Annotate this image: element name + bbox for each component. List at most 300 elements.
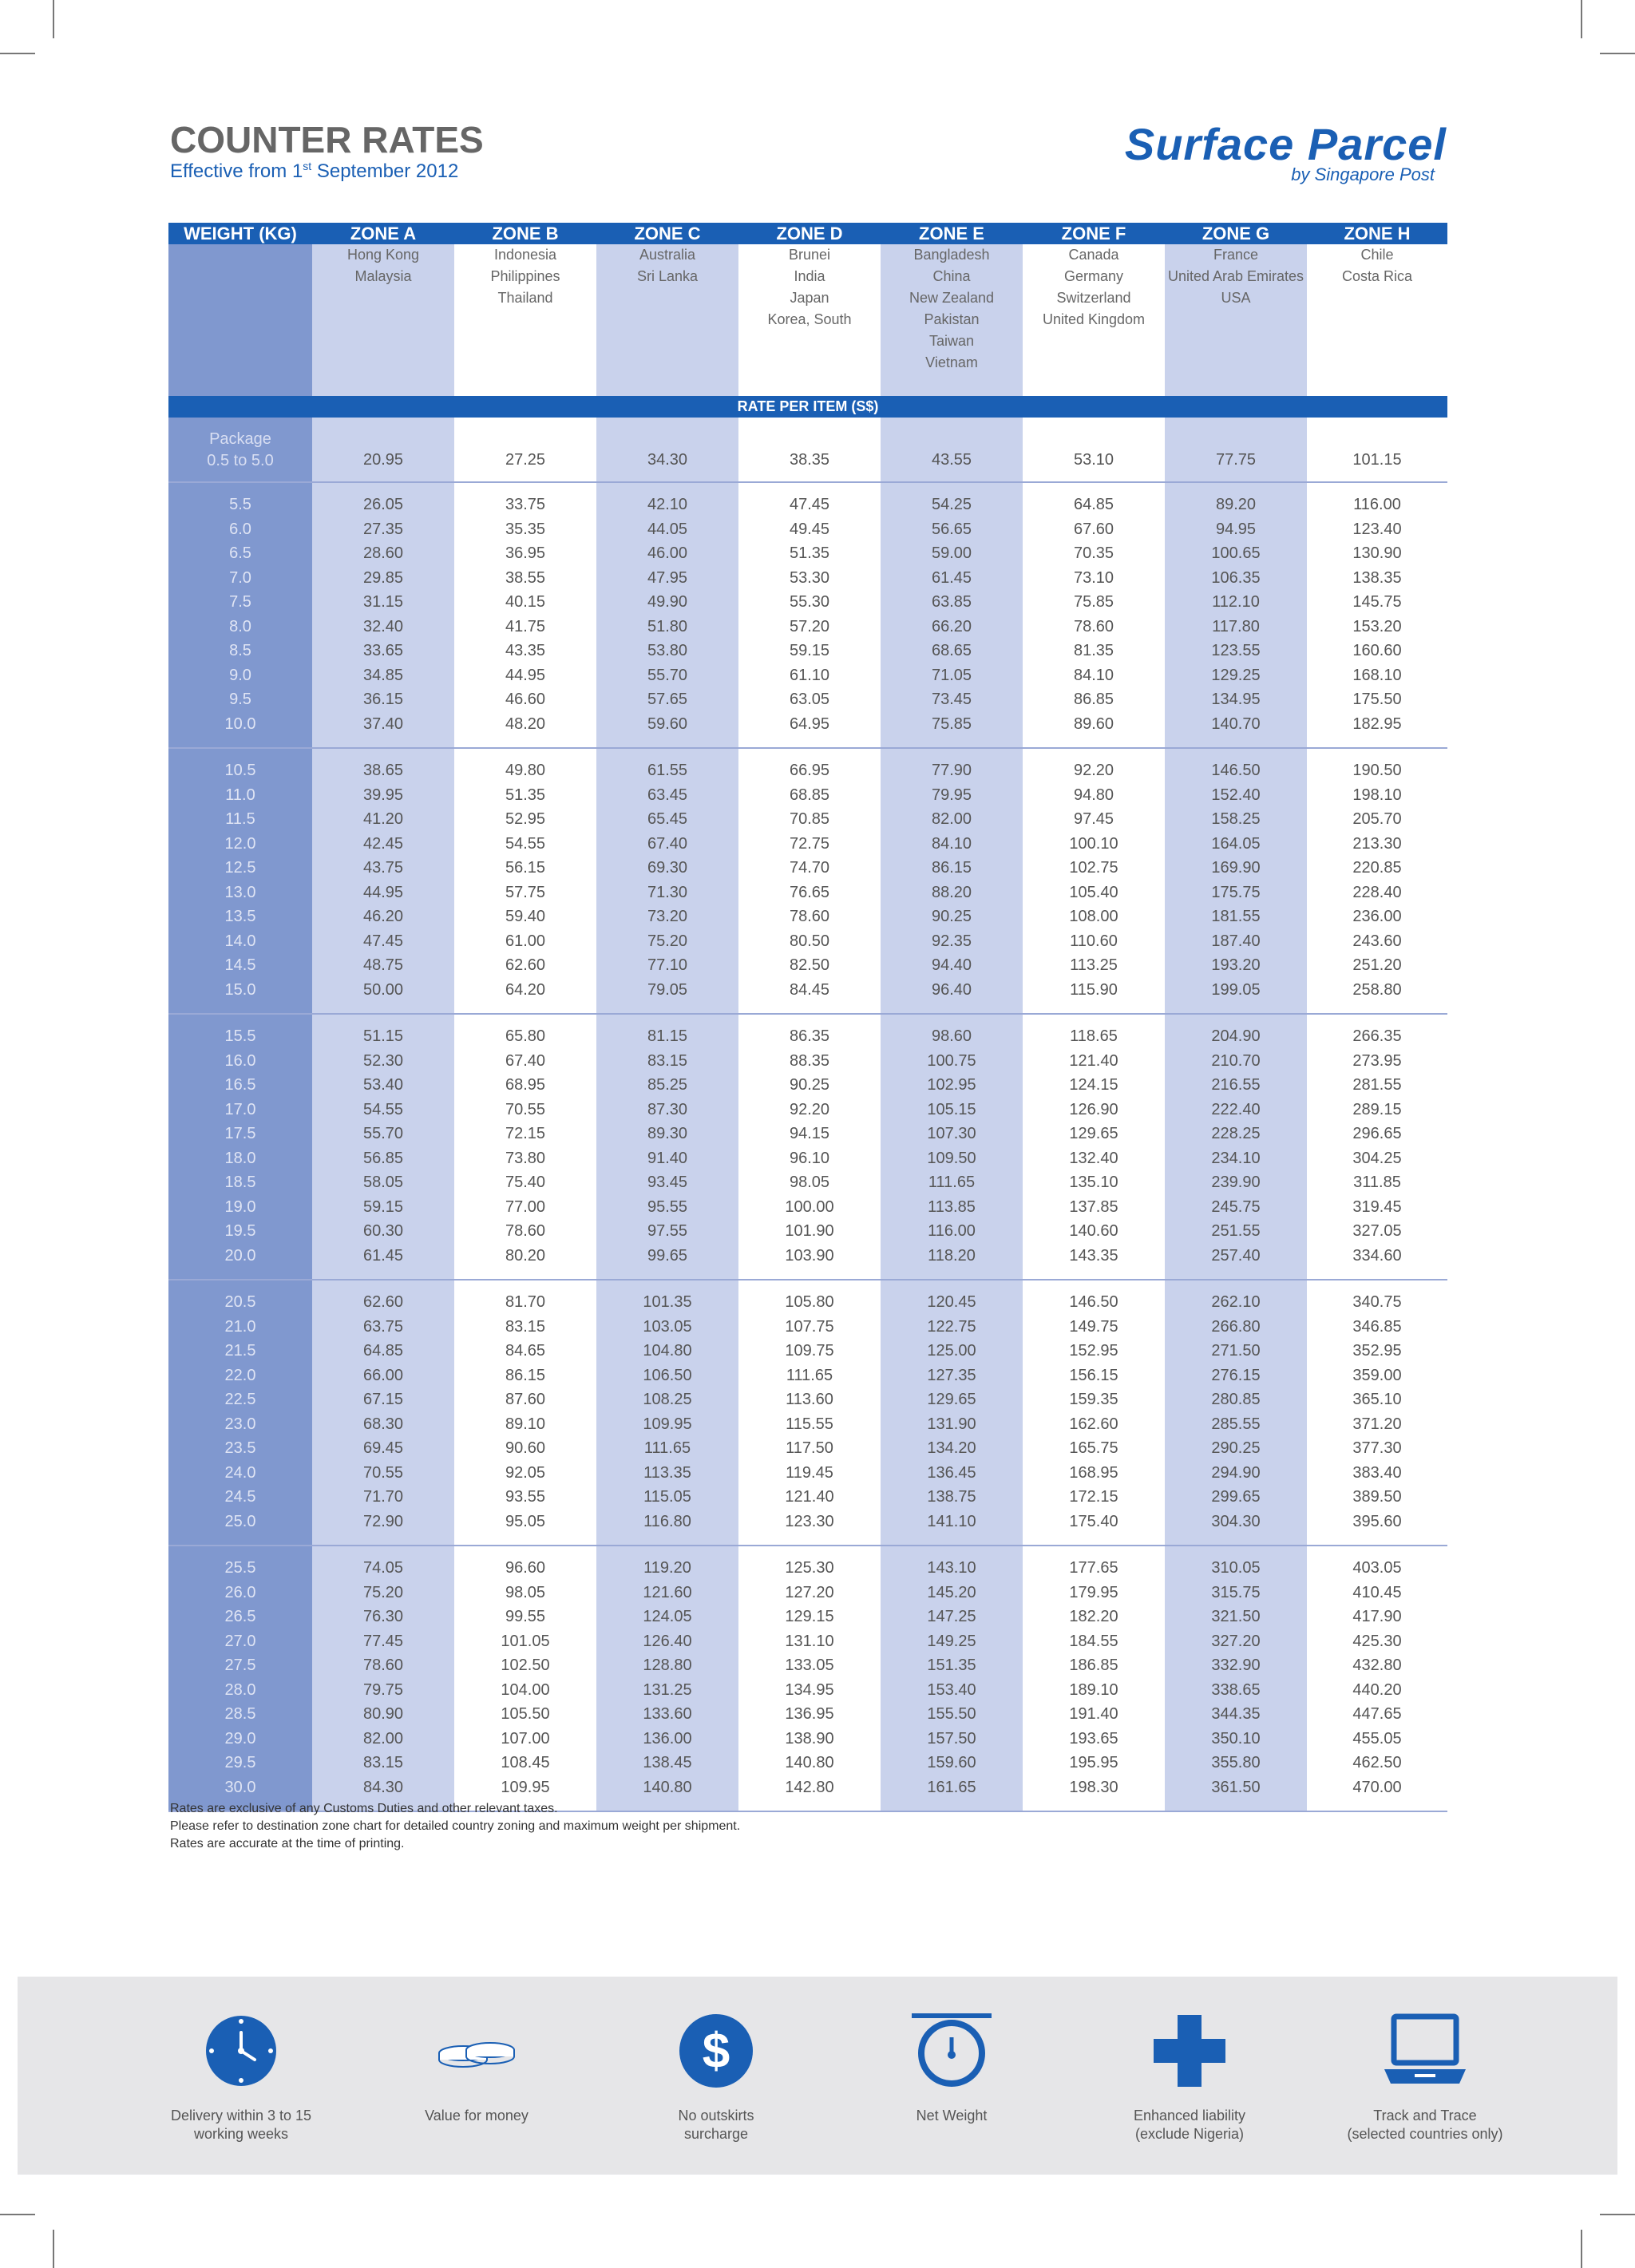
weight-column	[168, 1015, 312, 1279]
rate-value: 67.15	[362, 1391, 404, 1408]
rate-value: 182.95	[1352, 714, 1402, 733]
rate-value: 58.05	[362, 1174, 404, 1191]
weight-value: 13.5	[224, 908, 256, 925]
weight-value: 26.5	[224, 1608, 256, 1625]
rate-value: 97.45	[1073, 810, 1114, 828]
rate-value: 51.80	[647, 617, 688, 635]
rate-value: 361.50	[1211, 1778, 1261, 1796]
rate-value: 425.30	[1352, 1632, 1402, 1650]
rate-value: 76.65	[789, 883, 830, 901]
rate-value: 94.15	[789, 1125, 830, 1142]
rate-value: 70.55	[505, 1100, 546, 1118]
country-name: Thailand	[497, 290, 553, 306]
rate-value: 119.20	[643, 1559, 691, 1577]
rate-value: 57.65	[647, 691, 688, 708]
rate-value: 294.90	[1211, 1463, 1261, 1482]
package-row	[168, 418, 1447, 481]
rate-value: 46.60	[505, 691, 546, 708]
weight-value: 6.5	[229, 544, 251, 562]
rate-value: 66.20	[931, 617, 972, 635]
weight-value: 7.5	[229, 593, 251, 611]
zone-rate-column	[596, 1546, 738, 1811]
weight-block	[168, 747, 1447, 1013]
rate-value: 68.95	[505, 1076, 546, 1094]
rate-value: 54.25	[931, 496, 972, 513]
rate-value: 84.10	[1073, 666, 1114, 684]
rate-value: 74.05	[362, 1559, 404, 1577]
rate-value: 52.95	[505, 810, 546, 828]
rate-value: 59.15	[362, 1197, 404, 1216]
weight-value: 13.0	[224, 883, 256, 901]
rate-value: 160.60	[1352, 642, 1402, 659]
rate-value: 92.20	[1073, 762, 1114, 779]
rate-value: 131.10	[785, 1632, 834, 1650]
zone-header: ZONE B	[492, 224, 559, 243]
rate-value: 108.00	[1069, 908, 1118, 925]
rate-value: 145.20	[927, 1583, 976, 1601]
rate-value: 34.85	[362, 666, 404, 684]
weight-value: 17.0	[224, 1100, 256, 1118]
rate-value: 146.50	[1069, 1293, 1118, 1311]
package-rate-cell	[312, 418, 454, 481]
weight-value: 29.5	[224, 1754, 256, 1771]
rate-value: 191.40	[1069, 1705, 1118, 1723]
rate-value: 189.10	[1069, 1680, 1118, 1699]
rate-value: 149.75	[1069, 1317, 1118, 1336]
weight-value: 18.5	[224, 1174, 256, 1191]
package-rate-cell	[596, 418, 738, 481]
rate-value: 56.15	[505, 859, 546, 877]
rate-value: 234.10	[1211, 1149, 1261, 1167]
weight-value: 30.0	[224, 1778, 256, 1796]
rate-value: 140.60	[1069, 1222, 1118, 1240]
rate-value: 80.50	[789, 932, 830, 950]
zone-header: ZONE A	[350, 224, 417, 243]
rate-value: 75.40	[505, 1174, 546, 1191]
package-rate-cell	[454, 418, 596, 481]
rate-value: 73.10	[1073, 568, 1114, 587]
rate-value: 50.00	[362, 980, 404, 999]
rate-value: 61.10	[789, 666, 830, 684]
rate-value: 151.35	[927, 1656, 976, 1674]
zone-header: ZONE G	[1202, 224, 1270, 243]
rate-value: 73.80	[505, 1149, 546, 1167]
zone-countries-row	[168, 244, 1447, 396]
rate-value: 101.35	[643, 1293, 692, 1311]
rate-value: 70.85	[789, 810, 830, 828]
rate-value: 89.10	[505, 1415, 546, 1433]
rates-table	[168, 223, 1447, 1812]
rate-value: 27.25	[505, 451, 546, 469]
rate-value: 84.10	[931, 834, 972, 853]
feature-label: working weeks	[193, 2126, 289, 2142]
weight-value: 14.5	[224, 956, 256, 974]
rate-value: 100.65	[1211, 544, 1261, 562]
rate-value: 140.70	[1211, 714, 1261, 733]
rate-value: 126.90	[1069, 1100, 1118, 1118]
rate-value: 36.95	[505, 544, 546, 562]
rate-value: 70.55	[362, 1463, 404, 1482]
rate-value: 141.10	[927, 1512, 976, 1530]
rate-value: 100.75	[927, 1051, 976, 1070]
country-name: United Arab Emirates	[1167, 268, 1304, 284]
weight-column	[168, 1280, 312, 1545]
rate-value: 296.65	[1352, 1125, 1402, 1142]
zone-rate-column	[738, 1280, 881, 1545]
rate-value: 106.35	[1211, 568, 1261, 587]
rate-value: 179.95	[1069, 1583, 1118, 1601]
rate-value: 83.15	[362, 1754, 404, 1771]
rate-value: 59.40	[505, 908, 546, 925]
rate-value: 76.30	[362, 1608, 404, 1625]
crop-mark	[1600, 2214, 1635, 2215]
rate-value: 72.75	[789, 834, 830, 853]
weight-value: 24.0	[224, 1463, 256, 1482]
rate-value: 129.25	[1211, 666, 1261, 684]
rate-value: 138.75	[927, 1488, 976, 1506]
rate-value: 79.75	[362, 1680, 404, 1699]
page-subtitle: Effective from 1st September 2012	[170, 160, 459, 182]
rate-value: 61.45	[931, 568, 972, 587]
rate-value: 71.05	[931, 666, 972, 684]
rate-value: 204.90	[1211, 1027, 1261, 1045]
rate-value: 90.60	[505, 1439, 546, 1457]
rate-value: 109.75	[785, 1342, 834, 1360]
rate-value: 332.90	[1211, 1656, 1261, 1674]
rate-value: 289.15	[1352, 1100, 1402, 1118]
rate-value: 258.80	[1352, 980, 1402, 999]
rate-value: 344.35	[1211, 1705, 1261, 1723]
rate-value: 65.80	[505, 1027, 546, 1045]
rate-value: 77.45	[362, 1632, 404, 1650]
rate-value: 89.60	[1073, 714, 1114, 733]
rate-value: 122.75	[927, 1317, 976, 1336]
rate-value: 53.30	[789, 568, 830, 587]
rate-value: 51.15	[362, 1027, 404, 1045]
rate-value: 108.25	[643, 1391, 692, 1408]
rate-value: 78.60	[505, 1222, 546, 1240]
rate-value: 81.35	[1073, 642, 1114, 659]
rate-value: 116.80	[643, 1512, 691, 1530]
rate-value: 117.50	[786, 1439, 833, 1457]
rate-value: 26.05	[362, 496, 404, 513]
rate-value: 125.00	[927, 1342, 976, 1360]
rate-value: 138.35	[1352, 568, 1402, 587]
dollar-icon	[672, 2007, 760, 2095]
rate-value: 86.35	[789, 1027, 830, 1045]
rate-value: 245.75	[1211, 1197, 1261, 1216]
rate-value: 20.95	[362, 451, 404, 469]
rate-value: 57.20	[789, 617, 830, 635]
rate-value: 251.20	[1352, 956, 1402, 974]
rate-value: 67.40	[647, 834, 688, 853]
rate-value: 365.10	[1352, 1391, 1402, 1408]
country-name: Australia	[639, 247, 696, 263]
rate-value: 61.45	[362, 1246, 404, 1265]
rate-value: 113.60	[786, 1391, 833, 1408]
rate-value: 67.40	[505, 1051, 546, 1070]
rate-value: 340.75	[1352, 1293, 1402, 1311]
weight-value: 10.5	[224, 762, 256, 779]
country-name: Hong Kong	[346, 247, 420, 263]
rate-value: 78.60	[362, 1656, 404, 1674]
weight-col-spacer	[168, 244, 312, 396]
rate-value: 100.00	[785, 1197, 834, 1216]
rate-value: 105.80	[785, 1293, 834, 1311]
rate-value: 187.40	[1211, 932, 1261, 950]
rate-value: 47.45	[789, 496, 830, 513]
rate-value: 42.10	[647, 496, 688, 513]
zone-rate-column	[1165, 1546, 1307, 1811]
zone-rate-column	[738, 1015, 881, 1279]
weight-value: 27.5	[224, 1656, 256, 1674]
rate-value: 71.30	[647, 883, 688, 901]
zone-rate-column	[1307, 1280, 1447, 1545]
clock-icon	[197, 2007, 285, 2095]
rate-value: 60.30	[362, 1222, 404, 1240]
rate-value: 67.60	[1073, 520, 1114, 538]
weight-value: 28.5	[224, 1705, 256, 1723]
plus-icon	[1146, 2007, 1233, 2095]
country-name: Switzerland	[1056, 290, 1131, 306]
zone-rate-column	[738, 749, 881, 1013]
weight-value: 20.0	[224, 1246, 256, 1265]
rate-value: 126.40	[643, 1632, 692, 1650]
rate-value: 87.60	[505, 1391, 546, 1408]
crop-mark	[1581, 0, 1582, 38]
rate-per-item-bar: RATE PER ITEM (S$)	[168, 396, 1447, 418]
rate-value: 84.65	[505, 1342, 546, 1360]
rate-value: 136.00	[643, 1729, 692, 1748]
rate-value: 432.80	[1352, 1656, 1402, 1674]
country-name: China	[932, 268, 971, 284]
rate-value: 123.55	[1211, 642, 1261, 659]
rate-value: 147.25	[927, 1608, 976, 1625]
rate-value: 125.30	[785, 1559, 834, 1577]
weight-value: 29.0	[224, 1729, 256, 1748]
weight-header: WEIGHT (KG)	[184, 224, 297, 243]
rate-value: 79.95	[931, 786, 972, 804]
rate-value: 131.25	[643, 1680, 692, 1699]
zone-countries	[1165, 244, 1307, 396]
weight-value: 27.0	[224, 1632, 256, 1650]
zone-rate-column	[596, 1280, 738, 1545]
rate-value: 75.85	[1073, 593, 1114, 611]
rate-value: 107.30	[927, 1125, 976, 1142]
rate-value: 136.95	[785, 1705, 834, 1723]
feature-label: Track and Trace	[1373, 2108, 1477, 2124]
weight-value: 6.0	[229, 520, 251, 538]
rate-value: 86.15	[931, 859, 972, 877]
rate-value: 115.55	[786, 1415, 833, 1433]
rate-value: 34.30	[647, 451, 688, 469]
rate-value: 310.05	[1211, 1559, 1261, 1577]
rate-value: 28.60	[362, 544, 404, 562]
rate-value: 104.80	[643, 1342, 692, 1360]
zone-rate-column	[738, 483, 881, 747]
zone-rate-column	[881, 483, 1023, 747]
rate-value: 29.85	[362, 568, 404, 587]
zone-rate-column	[881, 749, 1023, 1013]
note-line: Rates are exclusive of any Customs Duties and other relevant taxes.	[170, 1802, 558, 1815]
rate-value: 41.20	[362, 810, 404, 828]
rate-value: 168.10	[1352, 666, 1402, 684]
rate-value: 410.45	[1352, 1583, 1402, 1601]
country-name: France	[1213, 247, 1259, 263]
rate-value: 64.85	[1073, 496, 1114, 513]
rate-value: 159.35	[1069, 1391, 1118, 1408]
rate-value: 44.95	[362, 883, 404, 901]
rate-value: 59.00	[931, 544, 972, 562]
rate-value: 121.40	[785, 1488, 834, 1506]
zone-header: ZONE F	[1061, 224, 1126, 243]
rate-value: 37.40	[362, 714, 404, 733]
weight-value: 16.0	[224, 1051, 256, 1070]
rate-value: 100.10	[1069, 834, 1118, 853]
rate-value: 447.65	[1352, 1705, 1402, 1723]
feature-label: (exclude Nigeria)	[1134, 2126, 1245, 2142]
weight-value: 23.0	[224, 1415, 256, 1433]
zone-rate-column	[454, 749, 596, 1013]
rate-value: 69.30	[647, 859, 688, 877]
rate-value: 281.55	[1352, 1076, 1402, 1094]
rate-value: 80.90	[362, 1705, 404, 1723]
rate-value: 271.50	[1211, 1342, 1261, 1360]
rate-value: 54.55	[362, 1100, 404, 1118]
rate-value: 90.25	[931, 908, 972, 925]
rate-value: 113.85	[928, 1197, 976, 1216]
rate-value: 113.35	[643, 1463, 691, 1482]
rate-value: 53.40	[362, 1076, 404, 1094]
rate-value: 92.20	[789, 1100, 830, 1118]
rate-value: 98.60	[931, 1027, 972, 1045]
rate-value: 86.15	[505, 1366, 546, 1384]
rate-value: 220.85	[1352, 859, 1402, 877]
rate-value: 123.40	[1352, 520, 1402, 538]
rate-value: 86.85	[1073, 691, 1114, 708]
rate-value: 35.35	[505, 520, 546, 538]
country-name: Korea, South	[767, 311, 852, 327]
rate-value: 61.00	[505, 932, 546, 950]
rate-value: 124.15	[1069, 1076, 1118, 1094]
rate-value: 36.15	[362, 691, 404, 708]
rate-value: 236.00	[1352, 908, 1402, 925]
country-name: USA	[1221, 290, 1251, 306]
rate-value: 327.20	[1211, 1632, 1261, 1650]
rate-value: 73.20	[647, 908, 688, 925]
rate-value: 158.25	[1211, 810, 1261, 828]
rate-value: 129.65	[1069, 1125, 1118, 1142]
zone-rate-column	[1165, 1280, 1307, 1545]
rate-value: 304.25	[1352, 1149, 1402, 1167]
rate-value: 46.00	[647, 544, 688, 562]
rate-value: 65.45	[647, 810, 688, 828]
rate-value: 51.35	[789, 544, 830, 562]
rate-value: 193.65	[1069, 1729, 1118, 1748]
weight-column	[168, 483, 312, 747]
zone-countries	[1023, 244, 1165, 396]
feature-label: Enhanced liability	[1133, 2108, 1246, 2124]
rate-value: 152.40	[1211, 786, 1261, 804]
zone-rate-column	[596, 749, 738, 1013]
rate-value: 195.95	[1069, 1754, 1118, 1771]
rate-value: 72.15	[505, 1125, 546, 1142]
rate-value: 138.45	[643, 1754, 692, 1771]
rate-value: 98.05	[789, 1174, 830, 1191]
rate-value: 462.50	[1352, 1754, 1402, 1771]
rate-value: 82.00	[362, 1729, 404, 1748]
rate-value: 193.20	[1211, 956, 1261, 974]
zone-header: ZONE E	[919, 224, 984, 243]
rate-value: 199.05	[1211, 980, 1261, 999]
rate-value: 377.30	[1352, 1439, 1402, 1457]
rate-value: 143.35	[1069, 1246, 1118, 1265]
rate-value: 56.65	[931, 520, 972, 538]
country-name: Germany	[1063, 268, 1124, 284]
rate-value: 97.55	[647, 1222, 688, 1240]
country-name: Pakistan	[924, 311, 980, 327]
rate-value: 91.40	[647, 1149, 688, 1167]
rate-value: 98.05	[505, 1583, 546, 1601]
brand-tagline: by Singapore Post	[1291, 164, 1435, 184]
rate-value: 72.90	[362, 1512, 404, 1530]
feature-label: Value for money	[425, 2108, 529, 2124]
rate-value: 38.55	[505, 568, 546, 587]
rate-value: 175.40	[1069, 1512, 1118, 1530]
zone-countries	[738, 244, 881, 396]
rate-value: 266.35	[1352, 1027, 1402, 1045]
weight-value: 12.5	[224, 859, 256, 877]
coins-icon	[433, 2007, 521, 2095]
rate-value: 59.15	[789, 642, 830, 659]
rate-value: 157.50	[927, 1729, 976, 1748]
rate-value: 77.00	[505, 1197, 546, 1216]
rate-value: 83.15	[505, 1317, 546, 1336]
rate-value: 101.05	[501, 1632, 550, 1650]
rate-value: 102.75	[1069, 859, 1118, 877]
weight-value: 25.5	[224, 1559, 256, 1577]
weight-block	[168, 1279, 1447, 1545]
rate-value: 102.50	[501, 1656, 550, 1674]
zone-rate-column	[881, 1546, 1023, 1811]
rate-value: 96.40	[931, 980, 972, 999]
weight-value: 9.0	[229, 666, 251, 684]
rate-value: 109.95	[643, 1415, 692, 1433]
rate-value: 92.05	[505, 1463, 546, 1482]
rate-value: 31.15	[362, 593, 404, 611]
zone-rate-column	[1165, 483, 1307, 747]
weight-value: 23.5	[224, 1439, 256, 1457]
rate-value: 66.95	[789, 762, 830, 779]
rate-value: 127.35	[927, 1366, 976, 1384]
rate-value: 338.65	[1211, 1680, 1261, 1699]
laptop-icon	[1381, 2007, 1469, 2095]
rate-value: 198.30	[1069, 1778, 1118, 1796]
weight-column	[168, 749, 312, 1013]
weight-value: 11.0	[225, 786, 255, 804]
zone-countries	[881, 244, 1023, 396]
zone-rate-column	[454, 1015, 596, 1279]
country-name: Brunei	[788, 247, 831, 263]
rate-value: 120.45	[927, 1293, 976, 1311]
country-name: Sri Lanka	[636, 268, 699, 284]
zone-rate-column	[312, 1280, 454, 1545]
package-rate-cell	[881, 418, 1023, 481]
rate-value: 48.20	[505, 714, 546, 733]
crop-mark	[1600, 53, 1635, 54]
rate-value: 131.90	[927, 1415, 976, 1433]
rate-value: 299.65	[1211, 1488, 1261, 1506]
